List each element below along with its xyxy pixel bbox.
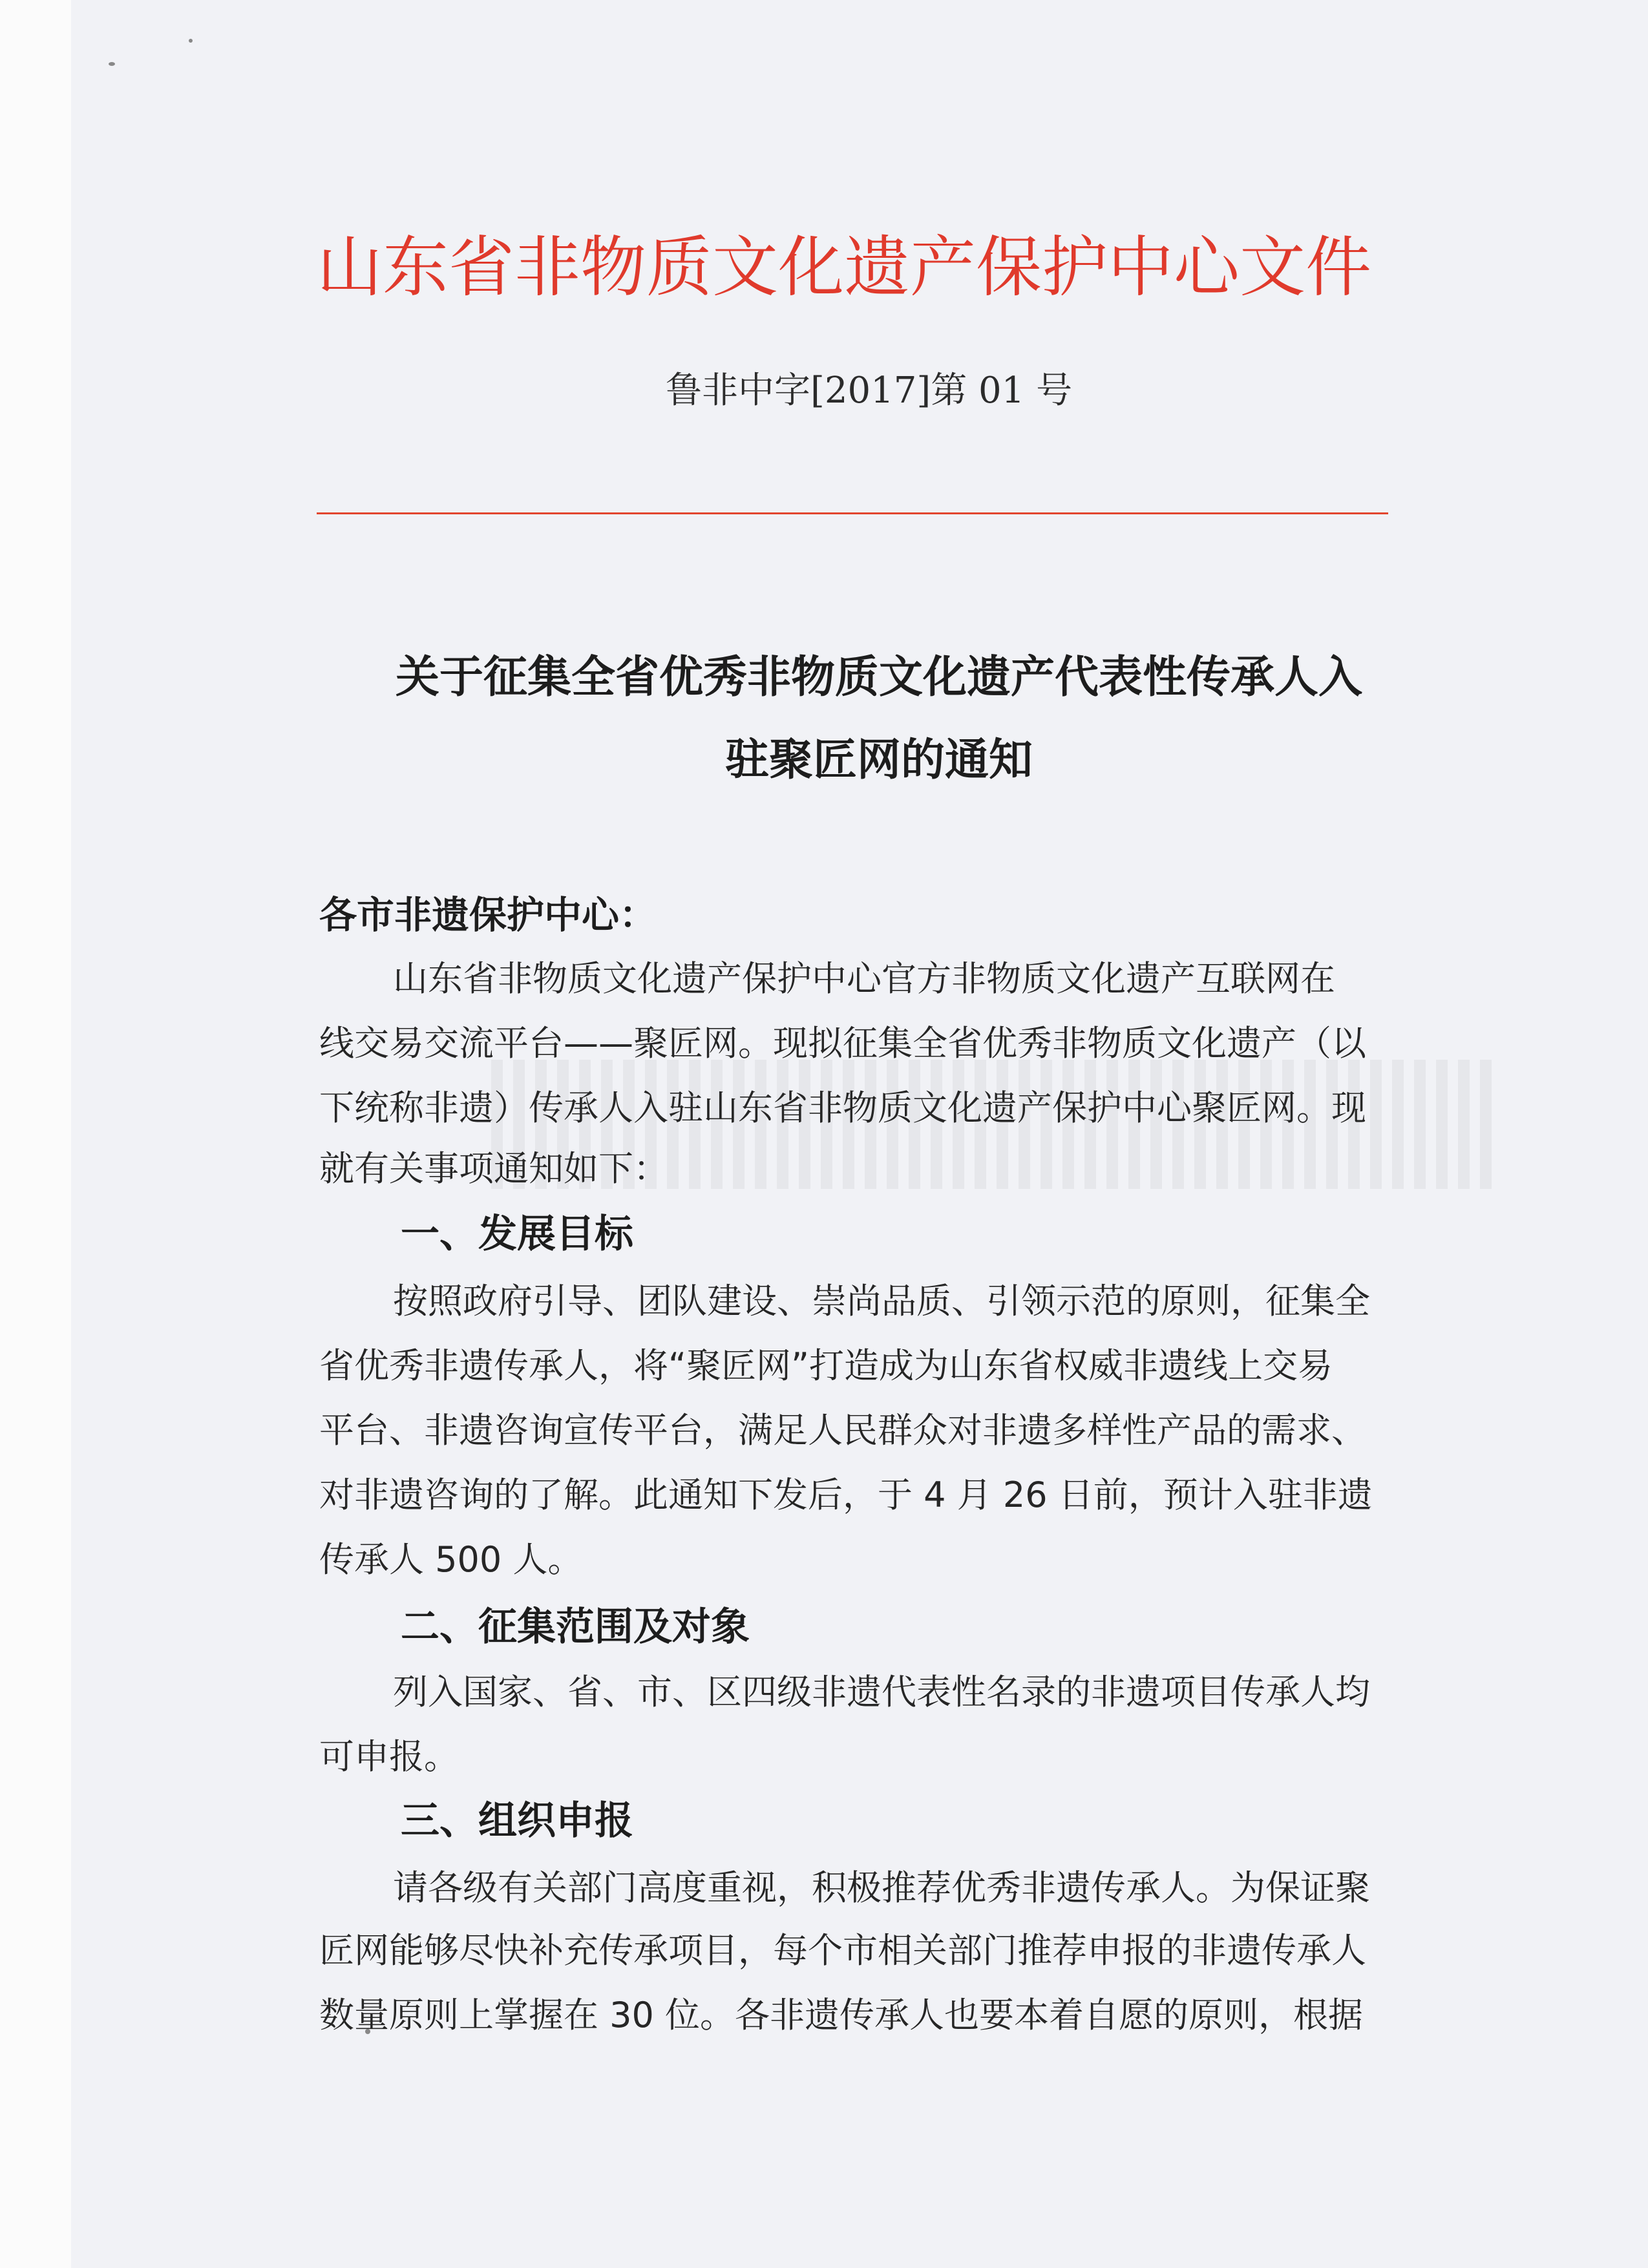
goals-line-3: 平台、非遗咨询宣传平台，满足人民群众对非遗多样性产品的需求、 bbox=[319, 1410, 1366, 1451]
intro-line-3: 下统称非遗）传承人入驻山东省非物质文化遗产保护中心聚匠网。现 bbox=[319, 1087, 1366, 1128]
scope-line-2: 可申报。 bbox=[319, 1736, 459, 1777]
application-line-1: 请各级有关部门高度重视，积极推荐优秀非遗传承人。为保证聚 bbox=[393, 1867, 1370, 1908]
intro-line-1: 山东省非物质文化遗产保护中心官方非物质文化遗产互联网在 bbox=[393, 958, 1335, 999]
section-heading-goals: 一、发展目标 bbox=[401, 1212, 633, 1257]
scope-line-1: 列入国家、省、市、区四级非遗代表性名录的非遗项目传承人均 bbox=[393, 1672, 1370, 1712]
scan-margin bbox=[0, 0, 71, 2268]
goals-line-2: 省优秀非遗传承人，将“聚匠网”打造成为山东省权威非遗线上交易 bbox=[319, 1345, 1333, 1386]
notice-title-line-2: 驻聚匠网的通知 bbox=[724, 735, 1033, 786]
document-number: 鲁非中字[2017]第 01 号 bbox=[666, 370, 1073, 412]
goals-line-1: 按照政府引导、团队建设、崇尚品质、引领示范的原则，征集全 bbox=[393, 1281, 1370, 1321]
intro-line-4: 就有关事项通知如下： bbox=[319, 1148, 668, 1189]
section-heading-application: 三、组织申报 bbox=[401, 1798, 633, 1843]
notice-title-line-1: 关于征集全省优秀非物质文化遗产代表性传承人入 bbox=[395, 652, 1362, 703]
goals-line-4: 对非遗咨询的了解。此通知下发后，于 4 月 26 日前，预计入驻非遗 bbox=[319, 1475, 1373, 1515]
goals-line-5: 传承人 500 人。 bbox=[319, 1539, 583, 1580]
salutation: 各市非遗保护中心： bbox=[319, 893, 657, 937]
notice-title bbox=[323, 636, 1435, 802]
scan-speck bbox=[109, 62, 115, 66]
issuer-header-title: 山东省非物质文化遗产保护中心文件 bbox=[317, 229, 1371, 306]
scan-speck bbox=[189, 39, 193, 43]
application-line-3: 数量原则上掌握在 30 位。各非遗传承人也要本着自愿的原则，根据 bbox=[319, 1995, 1364, 2035]
red-separator-rule bbox=[317, 512, 1388, 514]
intro-line-2: 线交易交流平台——聚匠网。现拟征集全省优秀非物质文化遗产（以 bbox=[319, 1023, 1366, 1064]
application-line-2: 匠网能够尽快补充传承项目，每个市相关部门推荐申报的非遗传承人 bbox=[319, 1930, 1366, 1971]
section-heading-scope: 二、征集范围及对象 bbox=[401, 1604, 750, 1650]
